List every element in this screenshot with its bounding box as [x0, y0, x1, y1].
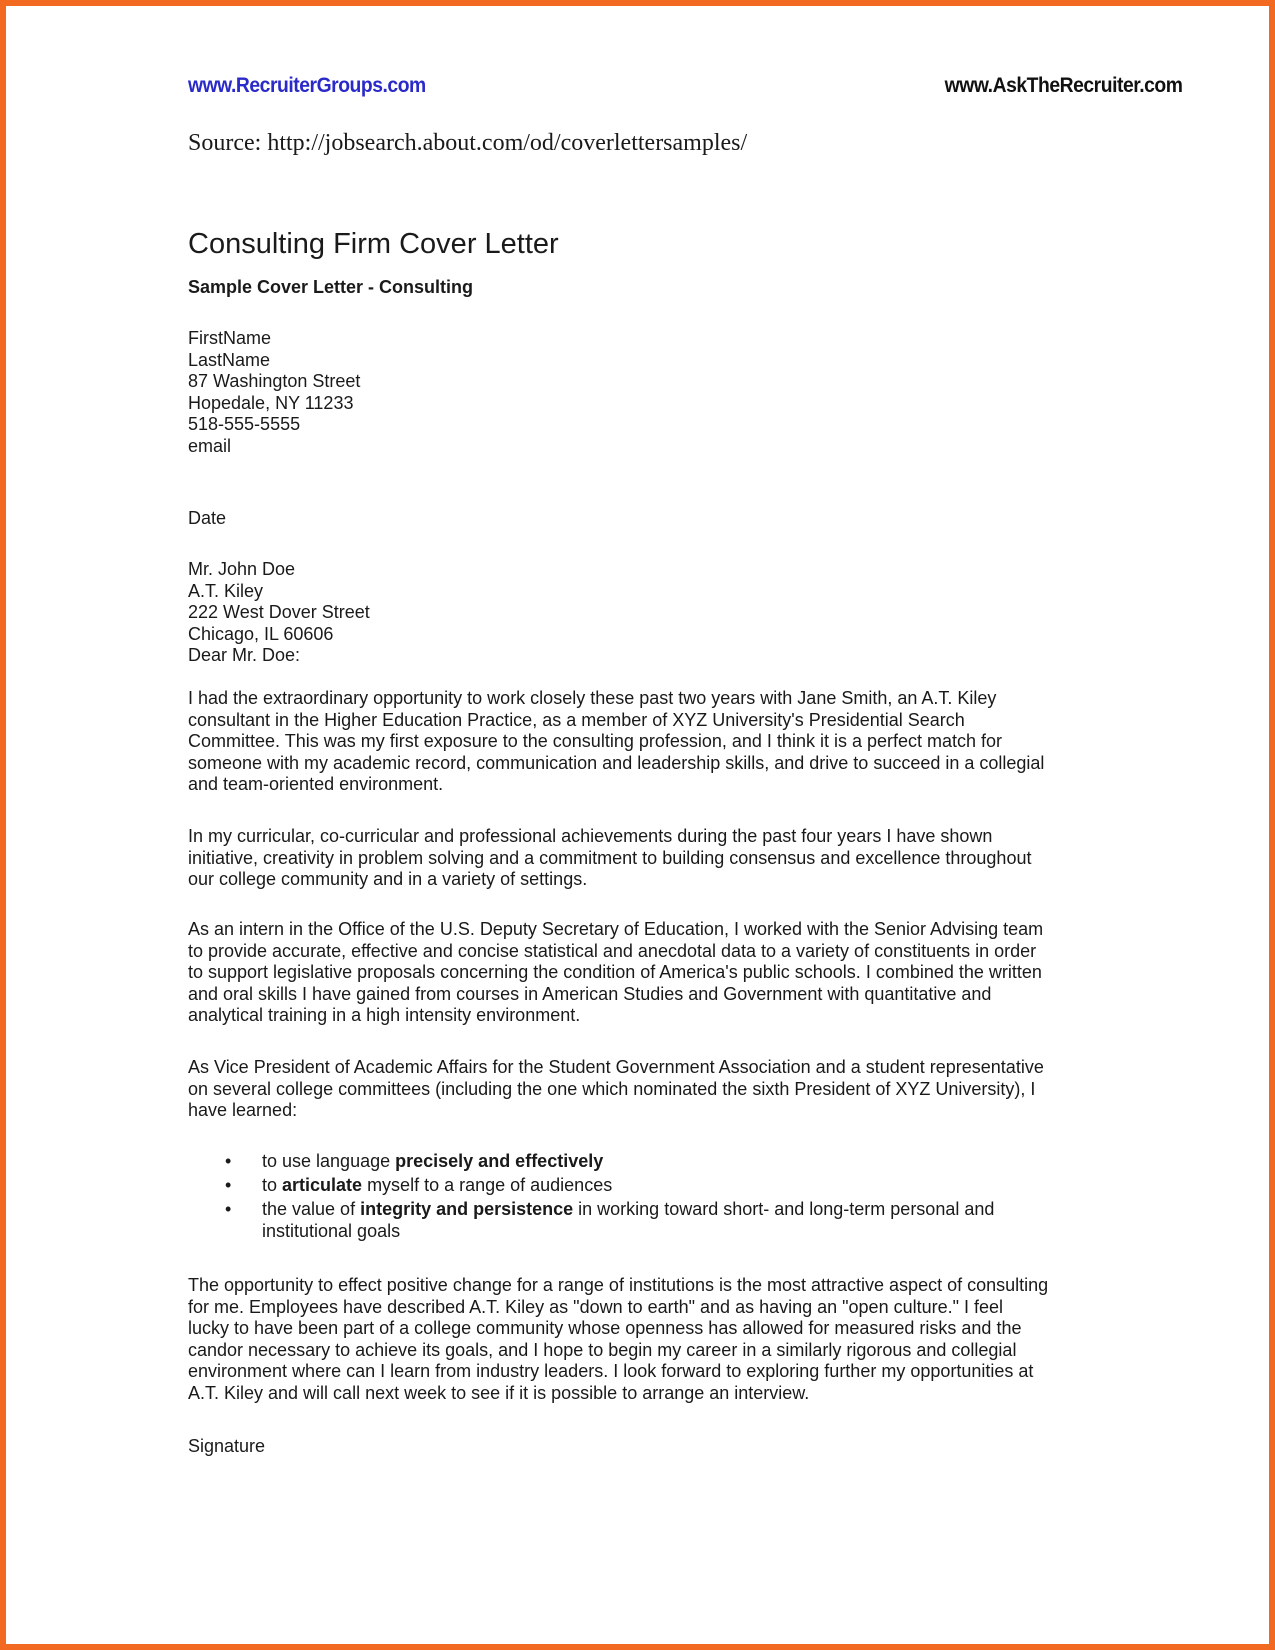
recipient-address — [188, 559, 370, 667]
paragraph-line: to provide accurate, effective and concise statistical and anecdotal data to a variety of constituents in order — [188, 940, 1037, 961]
paragraph-line: have learned: — [188, 1100, 298, 1120]
bullet-text: myself to a range of audiences — [362, 1175, 613, 1195]
paragraph-line: and oral skills I have gained from courses in American Studies and Government with quantitative and — [188, 983, 992, 1004]
paragraph-line: someone with my academic record, communication and leadership skills, and drive to succeed in a collegial — [188, 752, 1045, 773]
closing-paragraph — [188, 1275, 1188, 1404]
paragraph-line: candor necessary to achieve its goals, and I hope to begin my career in a similarly rigorous and collegial — [188, 1339, 1017, 1360]
bullet-list — [188, 1150, 994, 1244]
list-item — [188, 1198, 994, 1242]
bullet-dot: • — [225, 1151, 232, 1171]
sender-last-name: LastName — [188, 349, 271, 370]
recipient-name: Mr. John Doe — [188, 559, 296, 579]
page-header — [188, 74, 1182, 104]
sender-phone: 518-555-5555 — [188, 414, 301, 434]
bullet-bold-text: articulate — [282, 1175, 363, 1195]
paragraph-4 — [188, 1057, 1188, 1122]
paragraph-line: initiative, creativity in problem solving and a commitment to building consensus and excellence throughout — [188, 847, 1032, 868]
sender-address — [188, 328, 360, 457]
sender-street: 87 Washington Street — [188, 371, 361, 391]
document-title: Consulting Firm Cover Letter — [188, 228, 559, 260]
sender-email: email — [188, 435, 232, 456]
bullet-text: institutional goals — [262, 1221, 401, 1241]
signature-block — [188, 1436, 265, 1458]
paragraph-line: on several college committees (including the one which nominated the sixth President of XYZ University), I — [188, 1078, 1036, 1099]
bullet-dot: • — [225, 1175, 232, 1195]
paragraph-line: Committee. This was my first exposure to the consulting profession, and I think it is a perfect match for — [188, 731, 1003, 751]
paragraph-line: As an intern in the Office of the U.S. Deputy Secretary of Education, I worked with the Senior Advising team — [188, 919, 1044, 939]
paragraph-line: lucky to have been part of a college community whose openness has allowed for measured risks and the — [188, 1318, 1022, 1338]
bullet-dot: • — [225, 1199, 232, 1219]
paragraph-line: to support legislative proposals concerning the condition of America's public schools. I combined the written — [188, 962, 1042, 982]
sender-city: Hopedale, NY 11233 — [188, 392, 354, 413]
recipient-street: 222 West Dover Street — [188, 602, 370, 622]
paragraph-line: our college community and in a variety of settings. — [188, 869, 588, 889]
recruitergroups-link[interactable]: www.RecruiterGroups.com — [188, 74, 426, 97]
list-item — [188, 1174, 994, 1196]
paragraph-line: consultant in the Higher Education Practice, as a member of XYZ University's Presidential Search — [188, 709, 965, 730]
paragraph-line: I had the extraordinary opportunity to work closely these past two years with Jane Smith, an A.T. Kiley — [188, 688, 997, 708]
date-text: Date — [188, 508, 227, 528]
bullet-bold-text: precisely and effectively — [395, 1151, 604, 1171]
letter-date — [188, 508, 226, 530]
asktherecruiter-link[interactable]: www.AskTheRecruiter.com — [944, 74, 1182, 97]
paragraph-line: environment where can I learn from industry leaders. I look forward to exploring further my opportunities at — [188, 1361, 1034, 1381]
salutation: Dear Mr. Doe: — [188, 645, 301, 665]
sender-first-name: FirstName — [188, 328, 272, 348]
paragraph-1 — [188, 688, 1188, 796]
paragraph-line: for me. Employees have described A.T. Kiley as "down to earth" and as having an "open culture." I feel — [188, 1296, 1004, 1317]
bullet-text: the value of — [262, 1199, 361, 1219]
bullet-text: in working toward short- and long-term personal and — [573, 1199, 995, 1219]
list-item — [188, 1150, 994, 1172]
paragraph-2 — [188, 826, 1188, 891]
paragraph-line: The opportunity to effect positive change for a range of institutions is the most attractive aspect of consulting — [188, 1275, 1049, 1295]
source-line: Source: http://jobsearch.about.com/od/coverlettersamples/ — [188, 130, 748, 156]
paragraph-line: and team-oriented environment. — [188, 774, 444, 794]
signature-text: Signature — [188, 1436, 266, 1456]
bullet-bold-text: integrity and persistence — [360, 1199, 574, 1219]
paragraph-line: A.T. Kiley and will call next week to see if it is possible to arrange an interview. — [188, 1382, 810, 1403]
bullet-text: to use language — [262, 1151, 396, 1171]
paragraph-3 — [188, 919, 1188, 1027]
paragraph-line: As Vice President of Academic Affairs for the Student Government Association and a student representative — [188, 1057, 1044, 1077]
bullet-text: to — [262, 1175, 283, 1195]
recipient-company: A.T. Kiley — [188, 580, 264, 601]
document-subtitle: Sample Cover Letter - Consulting — [188, 277, 474, 297]
paragraph-line: In my curricular, co-curricular and professional achievements during the past four years I have shown — [188, 826, 993, 846]
paragraph-line: analytical training in a high intensity environment. — [188, 1005, 581, 1025]
recipient-city: Chicago, IL 60606 — [188, 623, 334, 644]
